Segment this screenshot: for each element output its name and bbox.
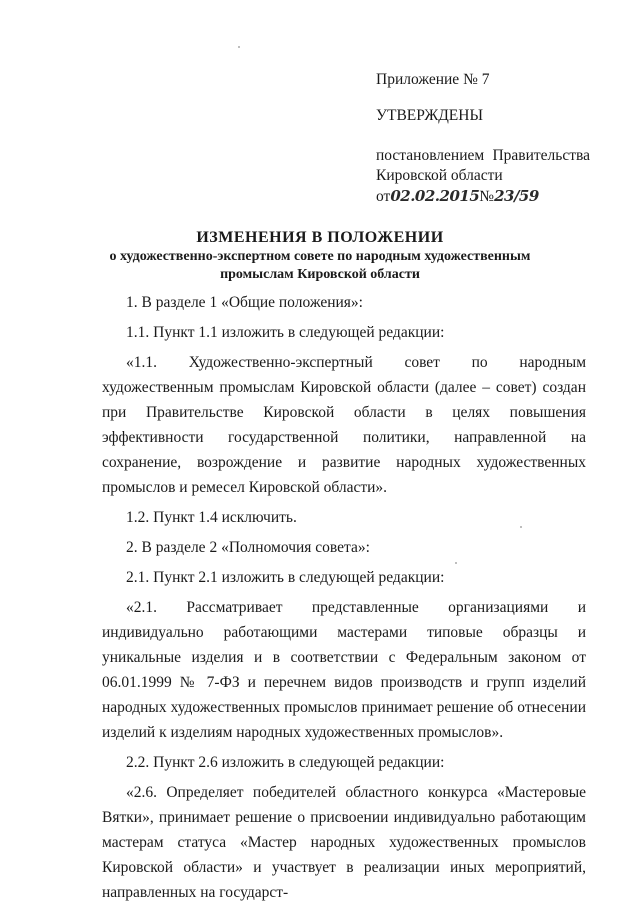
- handwritten-date: 02.02.2015: [390, 187, 480, 205]
- scan-speck: [238, 46, 240, 48]
- title-subtitle-line-1: о художественно-экспертном совете по народным художественным: [109, 249, 531, 264]
- handwritten-number: 23/59: [494, 187, 539, 205]
- paragraph: 2.1. Пункт 2.1 изложить в следующей редакции:: [126, 569, 445, 586]
- paragraph: 1.2. Пункт 1.4 исключить.: [126, 509, 297, 526]
- scan-speck: [455, 562, 457, 564]
- decree-line: [376, 146, 590, 166]
- scan-speck: [520, 526, 522, 528]
- paragraph: «2.1. Рассматривает представленные организациями и индивидуально работающими мастерами типовые образцы и уникальные изделия и в соответствии с Федеральным законом от 06.01.1999 № 7-ФЗ и перечнем видов производств и групп изделий народных художественных промыслов принимает решение об отнесении изделий к изделиям народных художественных промыслов».: [102, 599, 586, 741]
- government-word: Правительства: [492, 147, 590, 164]
- paragraph: «2.6. Определяет победителей областного конкурса «Мастеровые Вятки», принимает решение о присвоении индивидуально работающим мастерам статуса «Мастер народных художественных промыслов Кировской области» и участвует в реализации иных мероприятий, направленных на государст-: [102, 784, 586, 901]
- date-line: [376, 186, 590, 207]
- paragraph: 2. В разделе 2 «Полномочия совета»:: [126, 539, 370, 556]
- number-sign: №: [479, 188, 495, 205]
- approved-heading: УТВЕРЖДЕНЫ: [376, 107, 483, 124]
- title-main: ИЗМЕНЕНИЯ В ПОЛОЖЕНИИ: [196, 229, 444, 246]
- paragraph: «1.1. Художественно-экспертный совет по народным художественным промыслам Кировской области (далее – совет) создан при Правительстве Кировской области в целях повышения эффективности государственной политики, направленной на сохранение, возрождение и развитие народных художественных промыслов и ремесел Кировской области».: [102, 354, 586, 496]
- document-title: [60, 228, 580, 284]
- paragraph: 2.2. Пункт 2.6 изложить в следующей редакции:: [126, 754, 445, 771]
- region-line: Кировской области: [376, 167, 503, 184]
- paragraph: 1.1. Пункт 1.1 изложить в следующей редакции:: [126, 324, 445, 341]
- title-subtitle-line-2: промыслам Кировской области: [220, 267, 420, 282]
- approval-block: [376, 70, 590, 207]
- date-prefix: от: [376, 188, 391, 205]
- decree-word: постановлением: [376, 147, 485, 164]
- appendix-number: Приложение № 7: [376, 71, 490, 88]
- paragraph: 1. В разделе 1 «Общие положения»:: [126, 294, 363, 311]
- document-body: [102, 290, 586, 905]
